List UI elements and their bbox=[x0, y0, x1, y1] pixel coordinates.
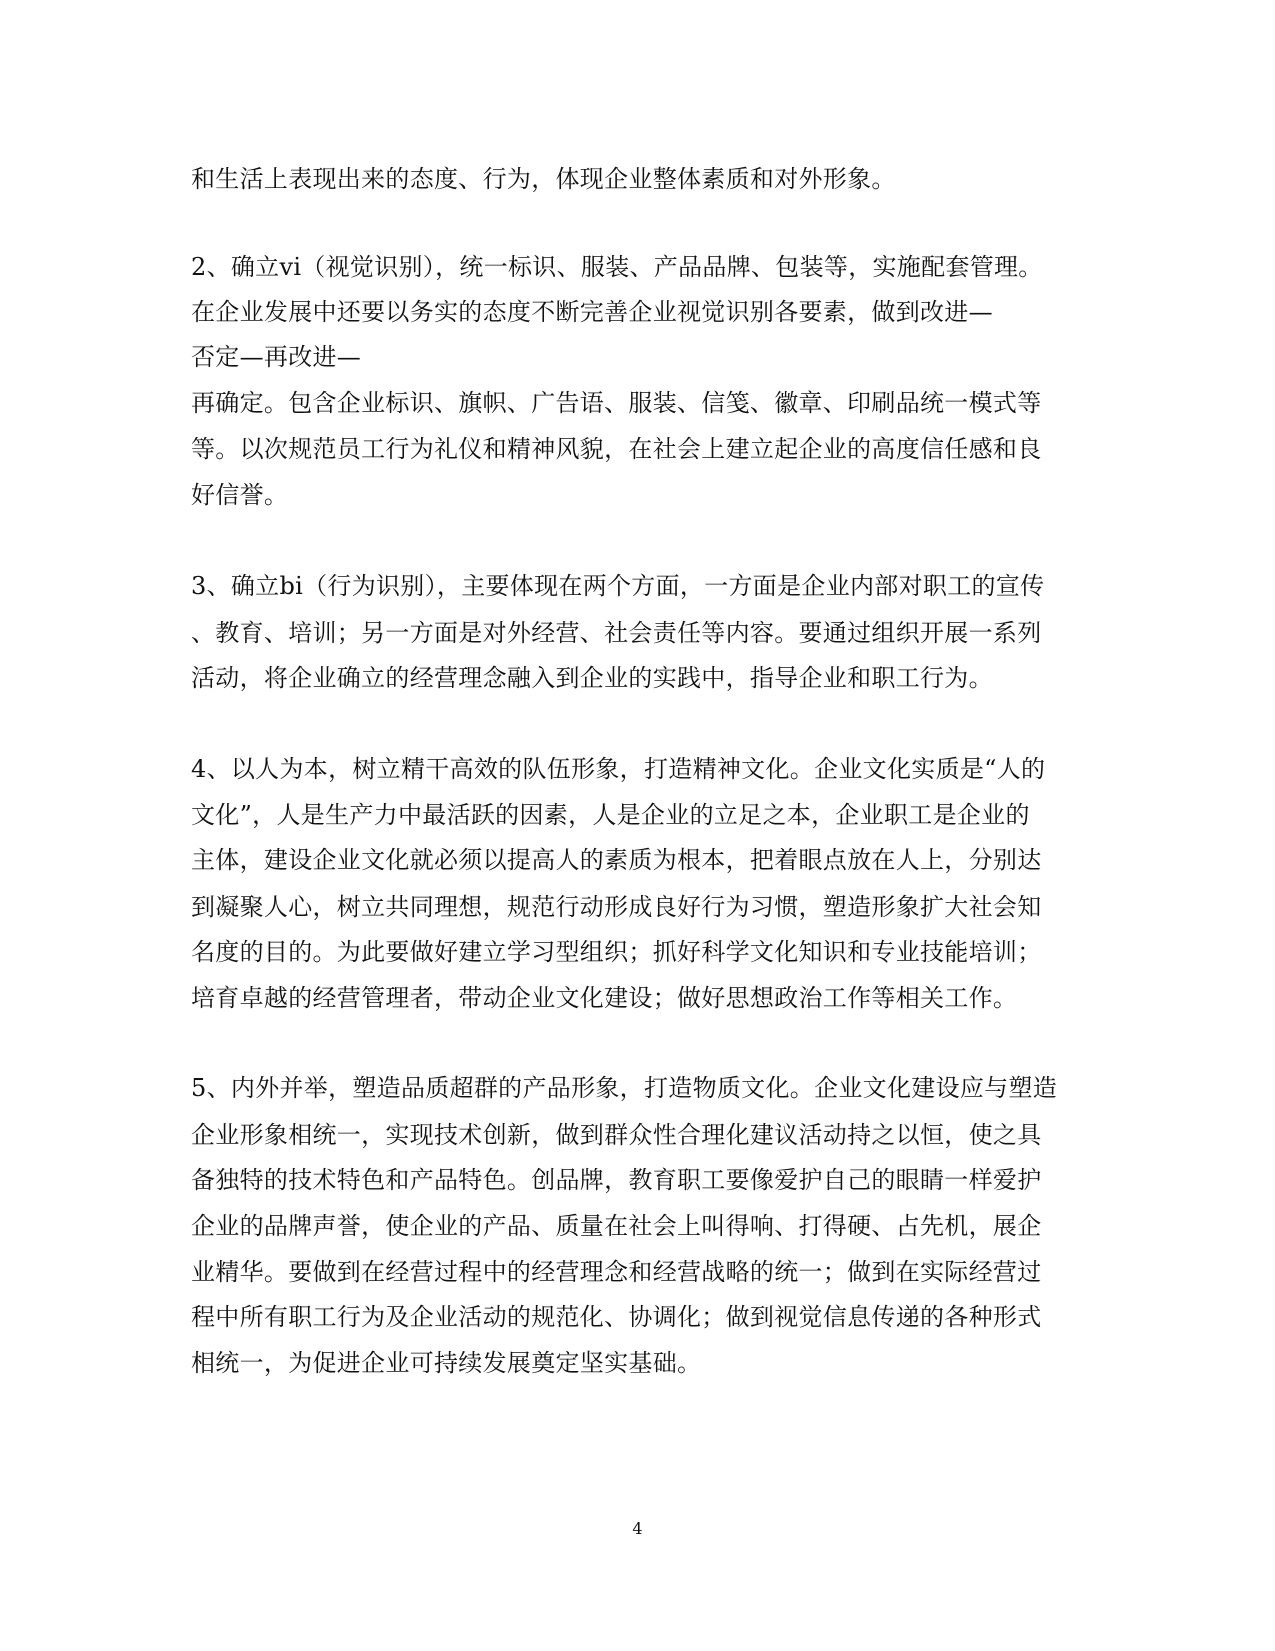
text-line: 主体，建设企业文化就必须以提高人的素质为根本，把着眼点放在人上，分别达 bbox=[191, 846, 1042, 874]
text-line: 培育卓越的经营管理者，带动企业文化建设；做好思想政治工作等相关工作。 bbox=[191, 984, 1018, 1012]
text-line: 到凝聚人心，树立共同理想，规范行动形成良好行为习惯，塑造形象扩大社会知 bbox=[191, 893, 1042, 921]
text-line: 企业的品牌声誉，使企业的产品、质量在社会上叫得响、打得硬、占先机，展企 bbox=[191, 1212, 1042, 1240]
text-line: 2、确立vi（视觉识别），统一标识、服装、产品品牌、包装等，实施配套管理。 bbox=[191, 253, 1043, 281]
text-line: 和生活上表现出来的态度、行为，体现企业整体素质和对外形象。 bbox=[191, 165, 896, 193]
text-line: 活动，将企业确立的经营理念融入到企业的实践中，指导企业和职工行为。 bbox=[191, 664, 993, 692]
text-line: 再确定。包含企业标识、旗帜、广告语、服装、信笺、徽章、印刷品统一模式等 bbox=[191, 389, 1042, 417]
text-line: 企业形象相统一，实现技术创新，做到群众性合理化建议活动持之以恒，使之具 bbox=[191, 1121, 1042, 1149]
text-line: 3、确立bi（行为识别），主要体现在两个方面，一方面是企业内部对职工的宣传 bbox=[191, 572, 1045, 600]
text-line: 、教育、培训；另一方面是对外经营、社会责任等内容。要通过组织开展一系列 bbox=[191, 619, 1042, 647]
text-line: 等。以次规范员工行为礼仪和精神风貌，在社会上建立起企业的高度信任感和良 bbox=[191, 435, 1042, 463]
text-line: 在企业发展中还要以务实的态度不断完善企业视觉识别各要素，做到改进— bbox=[191, 298, 993, 326]
text-line: 4、以人为本，树立精干高效的队伍形象，打造精神文化。企业文化实质是“人的 bbox=[191, 755, 1046, 783]
text-line: 否定—再改进— bbox=[191, 343, 362, 371]
text-line: 业精华。要做到在经营过程中的经营理念和经营战略的统一；做到在实际经营过 bbox=[191, 1258, 1042, 1286]
text-line: 好信誉。 bbox=[191, 481, 289, 509]
text-line: 名度的目的。为此要做好建立学习型组织；抓好科学文化知识和专业技能培训； bbox=[191, 938, 1042, 966]
text-line: 文化”，人是生产力中最活跃的因素，人是企业的立足之本，企业职工是企业的 bbox=[191, 801, 1030, 829]
page-number: 4 bbox=[632, 1519, 643, 1538]
text-line: 备独特的技术特色和产品特色。创品牌，教育职工要像爱护自己的眼睛一样爱护 bbox=[191, 1166, 1042, 1194]
text-line: 程中所有职工行为及企业活动的规范化、协调化；做到视觉信息传递的各种形式 bbox=[191, 1303, 1042, 1331]
text-line: 相统一，为促进企业可持续发展奠定坚实基础。 bbox=[191, 1349, 702, 1377]
text-line: 5、内外并举，塑造品质超群的产品形象，打造物质文化。企业文化建设应与塑造 bbox=[191, 1074, 1058, 1102]
